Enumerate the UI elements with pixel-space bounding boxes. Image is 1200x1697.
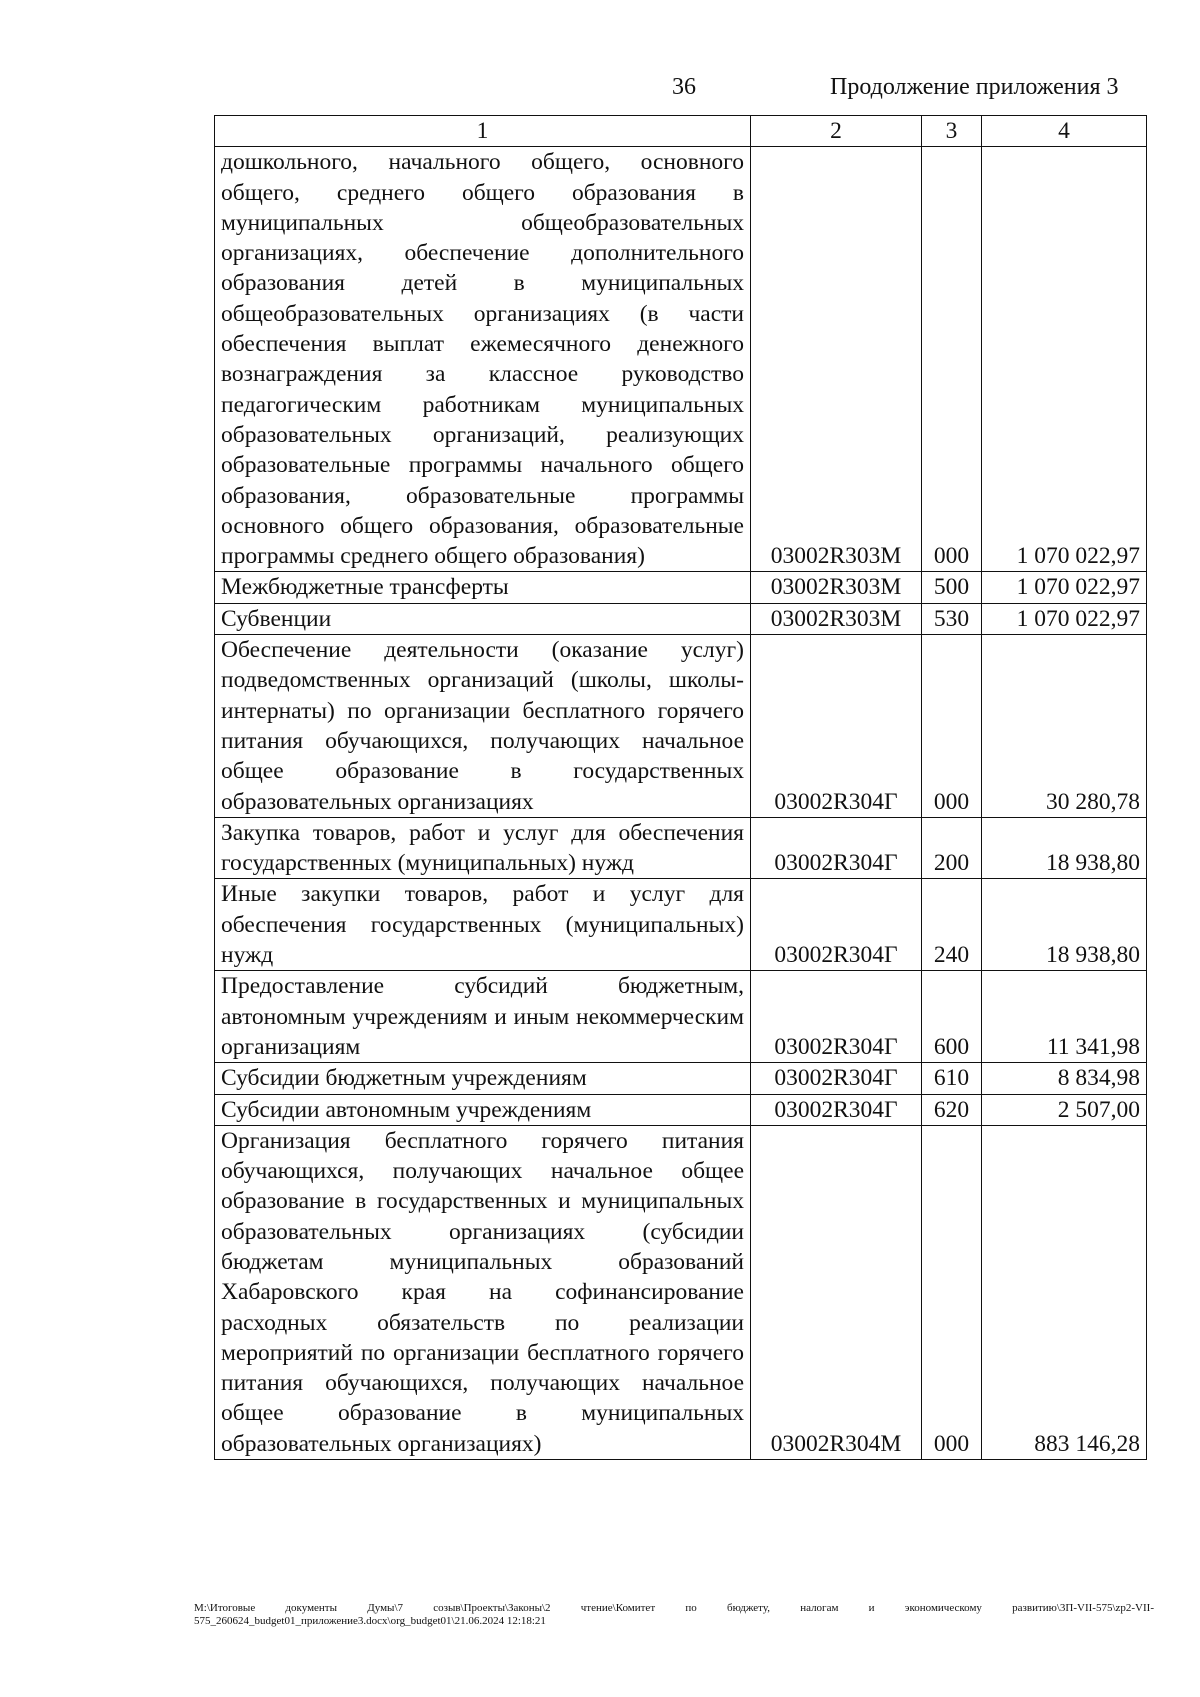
page-number: 36 [672,74,696,100]
table-row [215,1063,1147,1094]
row-code: 03002R304М [751,1125,922,1459]
row-name: Предоставление субсидий бюджетным, автономным учреждениям и иным некоммерческим организациям [215,971,751,1063]
row-name: Субсидии бюджетным учреждениям [215,1063,751,1094]
row-name: Организация бесплатного горячего питания обучающихся, получающих начальное общее образование в государственных и муниципальных образовательных организациях (субсидии бюджетам муниципальных образований Хабаровского края на софинансирование расходных обязательств по реализации мероприятий по организации бесплатного горячего питания обучающихся, получающих начальное общее образование в муниципальных образовательных организациях) [215,1125,751,1459]
row-type: 000 [922,1125,982,1459]
row-name: Обеспечение деятельности (оказание услуг) подведомственных организаций (школы, школы-интернаты) по организации бесплатного горячего питания обучающихся, получающих начальное общее образование в государственных образовательных организациях [215,635,751,818]
row-type: 000 [922,635,982,818]
row-sum: 8 834,98 [982,1063,1147,1094]
row-type: 620 [922,1094,982,1125]
row-code: 03002R304Г [751,635,922,818]
table-row [215,971,1147,1063]
row-code: 03002R304Г [751,817,922,879]
row-type: 610 [922,1063,982,1094]
row-name: Субвенции [215,603,751,634]
header-row [215,116,1147,147]
row-type: 000 [922,147,982,572]
table-row [215,1094,1147,1125]
row-type: 600 [922,971,982,1063]
document-path-footer: М:\Итоговые документы Думы\7 созыв\Проекты\Законы\2 чтение\Комитет по бюджету, налогам и экономическому развитию\3П-VII-575\zp2-VII-575_260624_budget01_приложение3.docx\org_budget01\21.06.2024 12:18:21 [194,1602,1154,1627]
row-sum: 18 938,80 [982,879,1147,971]
row-type: 240 [922,879,982,971]
row-code: 03002R304Г [751,971,922,1063]
row-sum: 11 341,98 [982,971,1147,1063]
row-code: 03002R303М [751,572,922,603]
row-sum: 883 146,28 [982,1125,1147,1459]
column-header-4: 4 [982,116,1147,147]
column-header-3: 3 [922,116,982,147]
table-row [215,572,1147,603]
row-sum: 1 070 022,97 [982,572,1147,603]
row-type: 500 [922,572,982,603]
row-name: Субсидии автономным учреждениям [215,1094,751,1125]
row-sum: 2 507,00 [982,1094,1147,1125]
row-sum: 30 280,78 [982,635,1147,818]
row-code: 03002R304Г [751,879,922,971]
row-code: 03002R304Г [751,1094,922,1125]
table-row [215,879,1147,971]
row-type: 530 [922,603,982,634]
row-sum: 1 070 022,97 [982,603,1147,634]
table-row [215,817,1147,879]
budget-table [214,115,1147,1460]
row-code: 03002R304Г [751,1063,922,1094]
column-header-1: 1 [215,116,751,147]
row-name: дошкольного, начального общего, основного общего, среднего общего образования в муниципальных общеобразовательных организациях, обеспечение дополнительного образования детей в муниципальных общеобразовательных организациях (в части обеспечения выплат ежемесячного денежного вознаграждения за классное руководство педагогическим работникам муниципальных образовательных организаций, реализующих образовательные программы начального общего образования, образовательные программы основного общего образования, образовательные программы среднего общего образования) [215,147,751,572]
table-row [215,603,1147,634]
table-row [215,147,1147,572]
row-code: 03002R303М [751,147,922,572]
row-code: 03002R303М [751,603,922,634]
table-row [215,1125,1147,1459]
row-sum: 1 070 022,97 [982,147,1147,572]
row-name: Иные закупки товаров, работ и услуг для обеспечения государственных (муниципальных) нужд [215,879,751,971]
row-sum: 18 938,80 [982,817,1147,879]
row-type: 200 [922,817,982,879]
row-name: Межбюджетные трансферты [215,572,751,603]
row-name: Закупка товаров, работ и услуг для обеспечения государственных (муниципальных) нужд [215,817,751,879]
table-row [215,635,1147,818]
column-header-2: 2 [751,116,922,147]
continuation-title: Продолжение приложения 3 [830,74,1119,100]
